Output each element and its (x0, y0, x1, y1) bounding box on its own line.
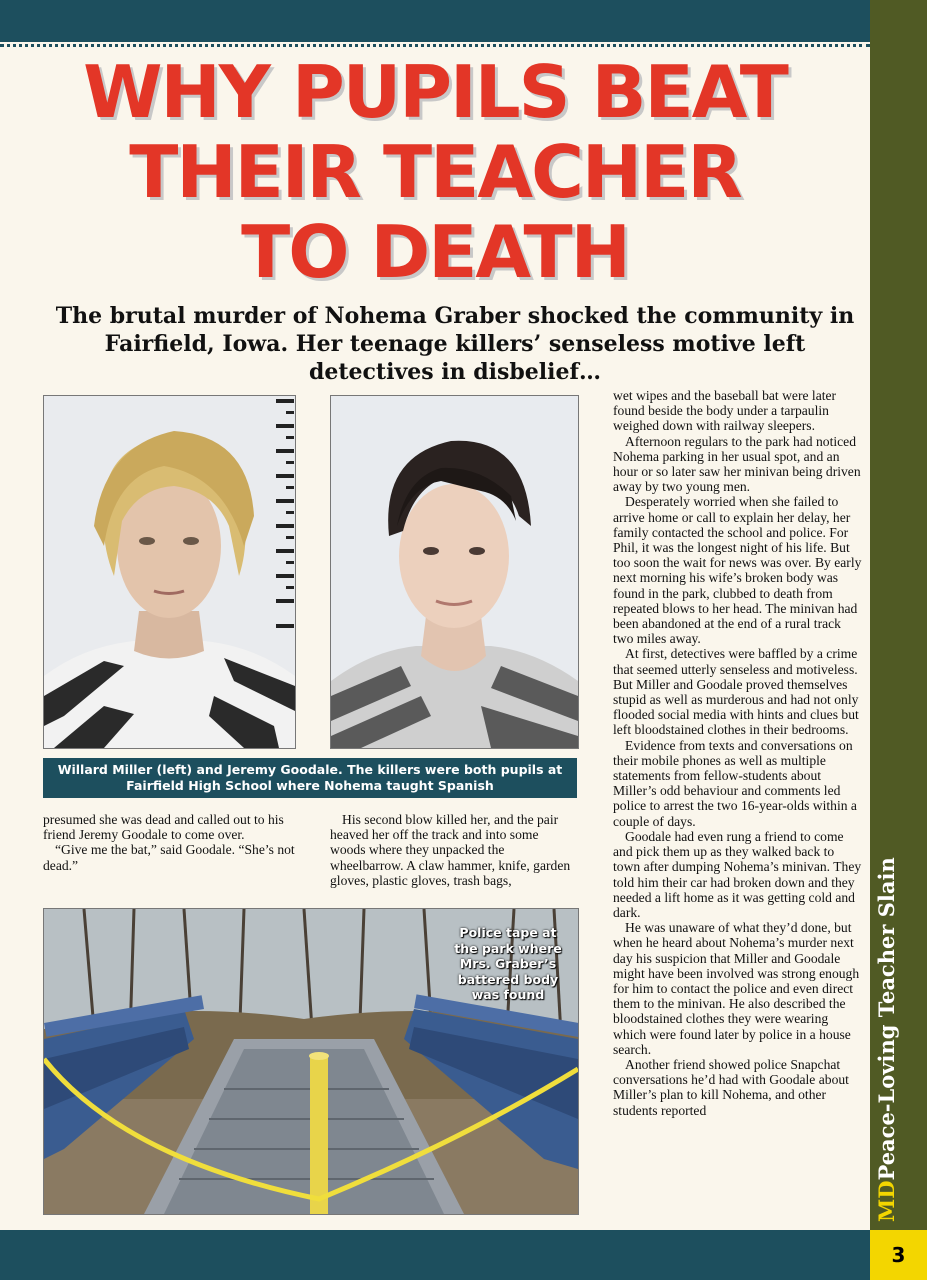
headline (0, 52, 870, 292)
section-label (874, 842, 899, 1222)
mugshot-left (43, 395, 296, 749)
headline-line-1: WHY PUPILS BEAT (83, 50, 787, 134)
paragraph: Goodale had even rung a friend to come and pick them up as they walked back to town after dumping Nohema’s minivan. They told him their car had broken down and they needed a lift home as it was getting cold and dark. (613, 828, 862, 920)
mugshots-caption: Willard Miller (left) and Jeremy Goodale. The killers were both pupils at Fairfield High School where Nohema taught Spanish (43, 758, 577, 798)
standfirst: The brutal murder of Nohema Graber shocked the community in Fairfield, Iowa. Her teenage killers’ senseless motive left detectives in disbelief… (55, 303, 855, 385)
paragraph: Afternoon regulars to the park had noticed Nohema parking in her usual spot, and an hour or so later saw her minivan being driven away by two young men. (613, 433, 861, 495)
paragraph: He was unaware of what they’d done, but when he heard about Nohema’s murder next day his suspicion that Miller and Goodale might have been involved was strong enough for him to contact the police and even direct them to the minivan. He also described the bloodstained clothes they were wearing which were found later by police in a house search. (613, 920, 860, 1057)
paragraph: “Give me the bat,” said Goodale. “She’s not dead.” (43, 842, 295, 873)
top-dotted-rule (0, 44, 870, 47)
bridge-photo-caption: Police tape at the park where Mrs. Graber’s battered body was found (454, 925, 562, 1002)
paragraph: Another friend showed police Snapchat conversations he’d had with Goodale about Miller’s plan to kill Nohema, and other students reported (613, 1056, 849, 1118)
paragraph: His second blow killed her, and the pair heaved her off the track and into some woods where they unpacked the wheelbarrow. A claw hammer, knife, garden gloves, plastic gloves, trash bags, (330, 812, 571, 888)
paragraph: Evidence from texts and conversations on their mobile phones as well as multiple statements from fellow-students about Miller’s odd behaviour and comments led police to arrest the two 16-year-olds within a couple of days. (613, 737, 857, 829)
top-band (0, 0, 870, 42)
bottom-band (0, 1230, 870, 1280)
paragraph: Desperately worried when she failed to arrive home or call to explain her delay, her family contacted the school and police. For Phil, it was the longest night of his life. But too soon the wait for news was over. By early next morning his wife’s broken body was found in the park, clubbed to death from repeated blows to her head. The minivan had been abandoned at the end of a rural track two miles away. (613, 494, 862, 647)
column-1 (43, 812, 295, 873)
section-title: Peace-Loving Teacher Slain (874, 857, 899, 1181)
page-number: 3 (870, 1230, 927, 1280)
headline-line-3: TO DEATH (241, 210, 629, 294)
mugshot-right (330, 395, 579, 749)
brand-mark: MD (874, 1180, 899, 1222)
paragraph: presumed she was dead and called out to his friend Jeremy Goodale to come over. (43, 812, 284, 843)
column-2 (330, 812, 577, 888)
column-3 (613, 388, 863, 1118)
paragraph: wet wipes and the baseball bat were later found beside the body under a tarpaulin weighed down with railway sleepers. (613, 388, 837, 434)
paragraph: At first, detectives were baffled by a crime that seemed utterly senseless and motiveless. But Miller and Goodale proved themselves stupid as well as murderous and had not only flooded social media with hints and clues but left bloodstained clothes in their bedrooms. (613, 646, 859, 738)
headline-line-2: THEIR TEACHER (129, 130, 741, 214)
